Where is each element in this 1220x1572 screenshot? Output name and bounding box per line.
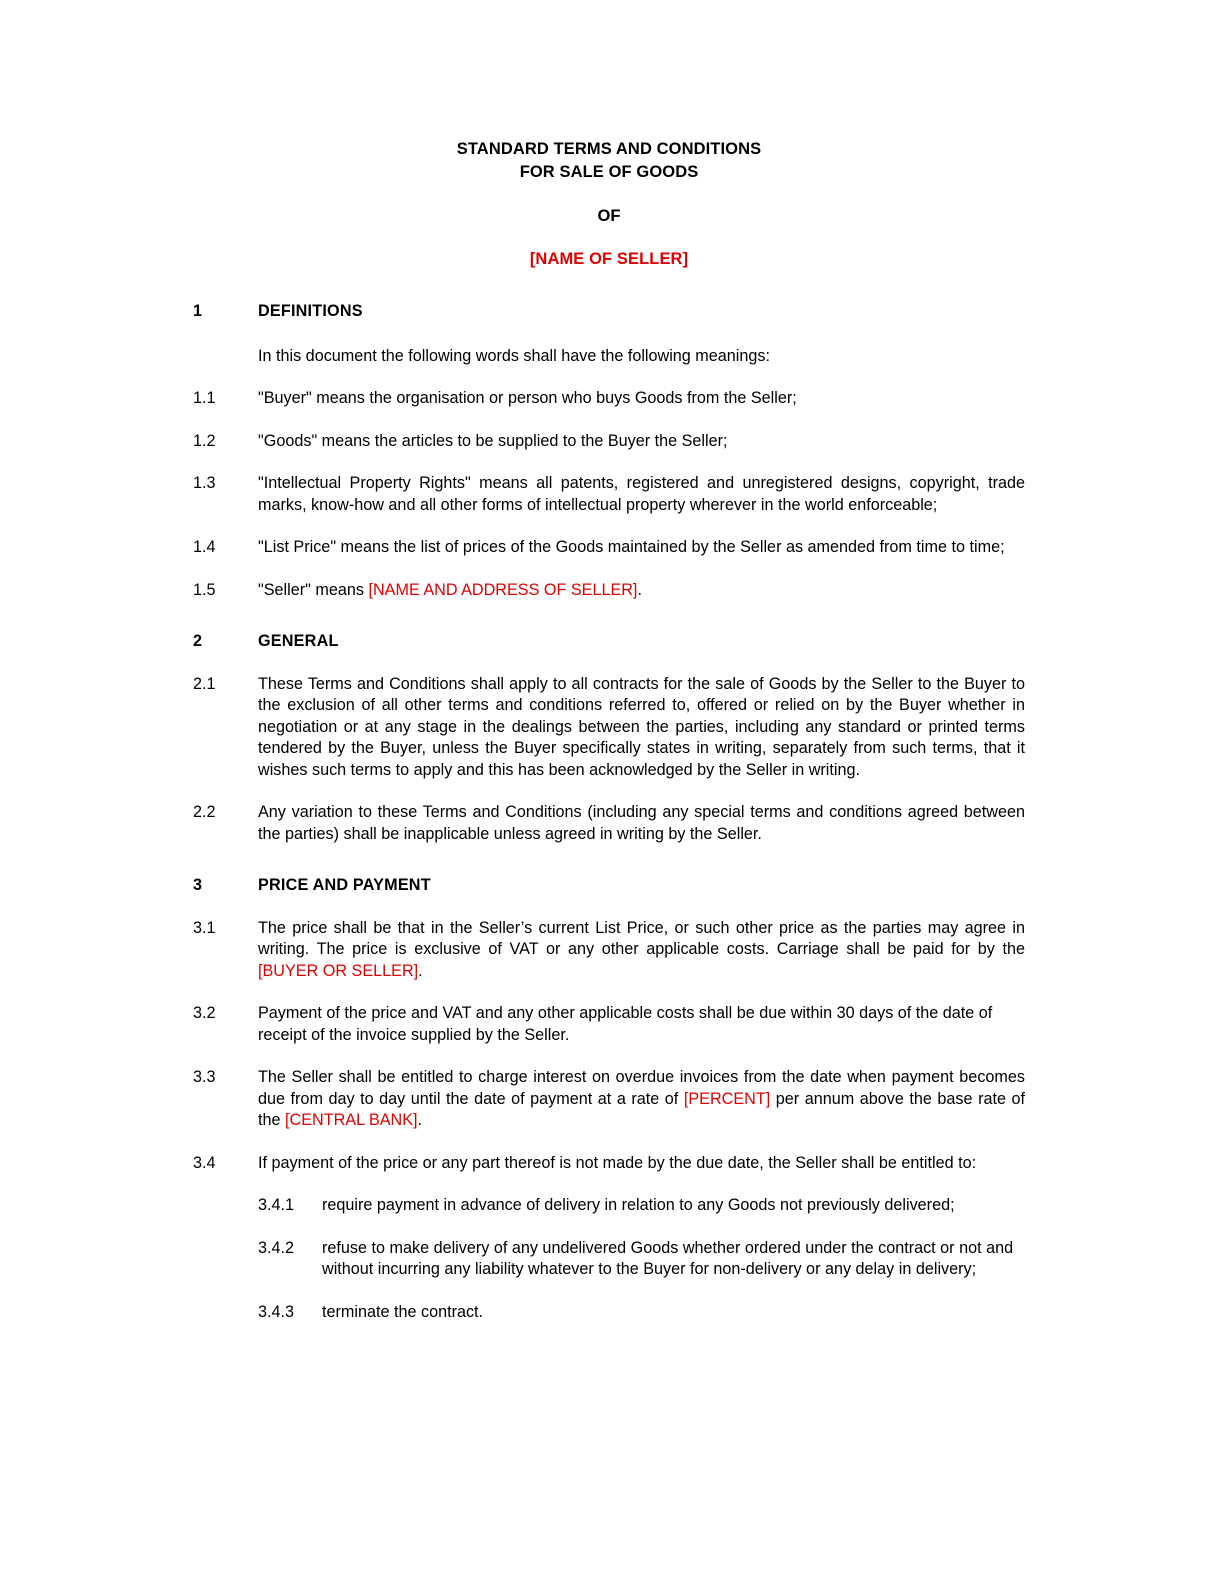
clause-number: 2.2 [193,803,216,821]
clause-text-after: . [417,1111,423,1129]
central-bank-placeholder: [CENTRAL BANK] [285,1111,418,1129]
clause-number: 1.5 [193,580,216,599]
clause-text: require payment in advance of delivery in relation to any Goods not previously delivered; [322,1196,955,1214]
seller-name-address-placeholder: [NAME AND ADDRESS OF SELLER] [368,580,638,599]
clause-number: 1.2 [193,431,216,450]
clause-text: Payment of the price and VAT and any other applicable costs shall be due within 30 days of the date of receipt of the invoice supplied by the Seller. [258,1004,993,1044]
clause-1-2 [193,431,1025,453]
clause-text: refuse to make delivery of any undelivered Goods whether ordered under the contract or not and without incurring any liability whatever to the Buyer for non-delivery or any delay in delivery; [322,1238,1014,1278]
section-title: GENERAL [258,632,339,650]
clause-1-1 [193,388,1025,410]
clause-number: 3.4 [193,1153,216,1172]
clause-3-1 [193,918,1025,983]
clause-text-after: . [637,580,642,599]
clause-text: If payment of the price or any part thereof is not made by the due date, the Seller shall be entitled to: [258,1153,977,1172]
section-heading-definitions [193,301,1025,323]
clause-text-after: . [418,961,423,980]
clause-3-4-2 [258,1238,1025,1281]
clause-3-2 [193,1003,1025,1046]
clause-text: "Goods" means the articles to be supplied to the Buyer the Seller; [258,431,728,450]
clause-text: These Terms and Conditions shall apply to all contracts for the sale of Goods by the Seller to the Buyer to the exclusion of all other terms and conditions referred to, offered or relied on by the Buyer whether in negotiation or at any stage in the dealings between the parties, including any standard or printed terms tendered by the Buyer, unless the Buyer specifically states in writing, separately from such terms, that it wishes such terms to apply and this has been acknowledged by the Seller in writing. [258,674,1025,779]
clause-3-4-1 [258,1195,1025,1217]
section-number: 1 [193,302,203,320]
clause-text: "Buyer" means the organisation or person who buys Goods from the Seller; [258,389,797,407]
clause-2-2 [193,802,1025,845]
clause-1-4 [193,537,1025,559]
clause-3-4-3 [258,1302,1025,1324]
clause-3-4 [193,1153,1025,1175]
clause-text [258,1067,1025,1132]
document-content [193,138,1025,1323]
clause-text [258,580,1025,602]
clause-number: 3.1 [193,918,216,937]
clause-number: 1.4 [193,538,216,556]
clause-text: Any variation to these Terms and Conditions (including any special terms and conditions agreed between the parties) shall be inapplicable unless agreed in writing by the Seller. [258,803,1025,843]
definitions-lead-in: In this document the following words shall have the following meanings: [258,346,770,365]
clause-text-middle: per annum above the base rate of the [258,1089,1026,1129]
subclause-group-3-4 [258,1195,1025,1323]
clause-text: "List Price" means the list of prices of the Goods maintained by the Seller as amended from time to time; [258,538,1005,556]
title-of-word: OF [597,207,621,225]
clause-text-before: The Seller shall be entitled to charge interest on overdue invoices from the date when payment becomes due from day to day until the date of payment at a rate of [258,1068,1025,1108]
buyer-or-seller-placeholder: [BUYER OR SELLER] [258,961,419,980]
clause-number: 3.3 [193,1068,216,1086]
clause-text [258,918,1025,983]
clause-number: 1.1 [193,389,216,407]
clause-text: "Intellectual Property Rights" means all patents, registered and unregistered designs, copyright, trade marks, know-how and all other forms of intellectual property wherever in the world enforceable; [258,474,1025,514]
section-number: 2 [193,632,203,650]
clause-3-3 [193,1067,1025,1132]
percent-placeholder: [PERCENT] [683,1089,771,1108]
clause-text-before: The price shall be that in the Seller’s current List Price, or such other price as the parties may agree in writing. The price is exclusive of VAT or any other applicable costs. Carriage shall be paid for by the [258,918,1025,958]
title-line-2: FOR SALE OF GOODS [519,163,699,181]
title-seller-placeholder: [NAME OF SELLER] [529,250,689,268]
clause-1-5 [193,580,1025,602]
clause-number: 3.4.1 [258,1196,295,1214]
clause-text: terminate the contract. [322,1302,484,1321]
section-title: DEFINITIONS [258,302,363,320]
clause-1-3 [193,473,1025,516]
clause-number: 3.4.3 [258,1302,295,1321]
document-title-block [193,138,1025,271]
section-title: PRICE AND PAYMENT [258,876,431,894]
section-heading-general [193,631,1025,653]
clause-number: 1.3 [193,474,216,492]
clause-number: 3.4.2 [258,1238,295,1257]
title-line-1: STANDARD TERMS AND CONDITIONS [456,140,762,158]
section-heading-price-and-payment [193,875,1025,897]
clause-2-1 [193,674,1025,782]
clause-number: 2.1 [193,674,216,693]
section-number: 3 [193,876,203,894]
clause-number: 3.2 [193,1004,216,1022]
clause-text-before: "Seller" means [258,580,369,599]
